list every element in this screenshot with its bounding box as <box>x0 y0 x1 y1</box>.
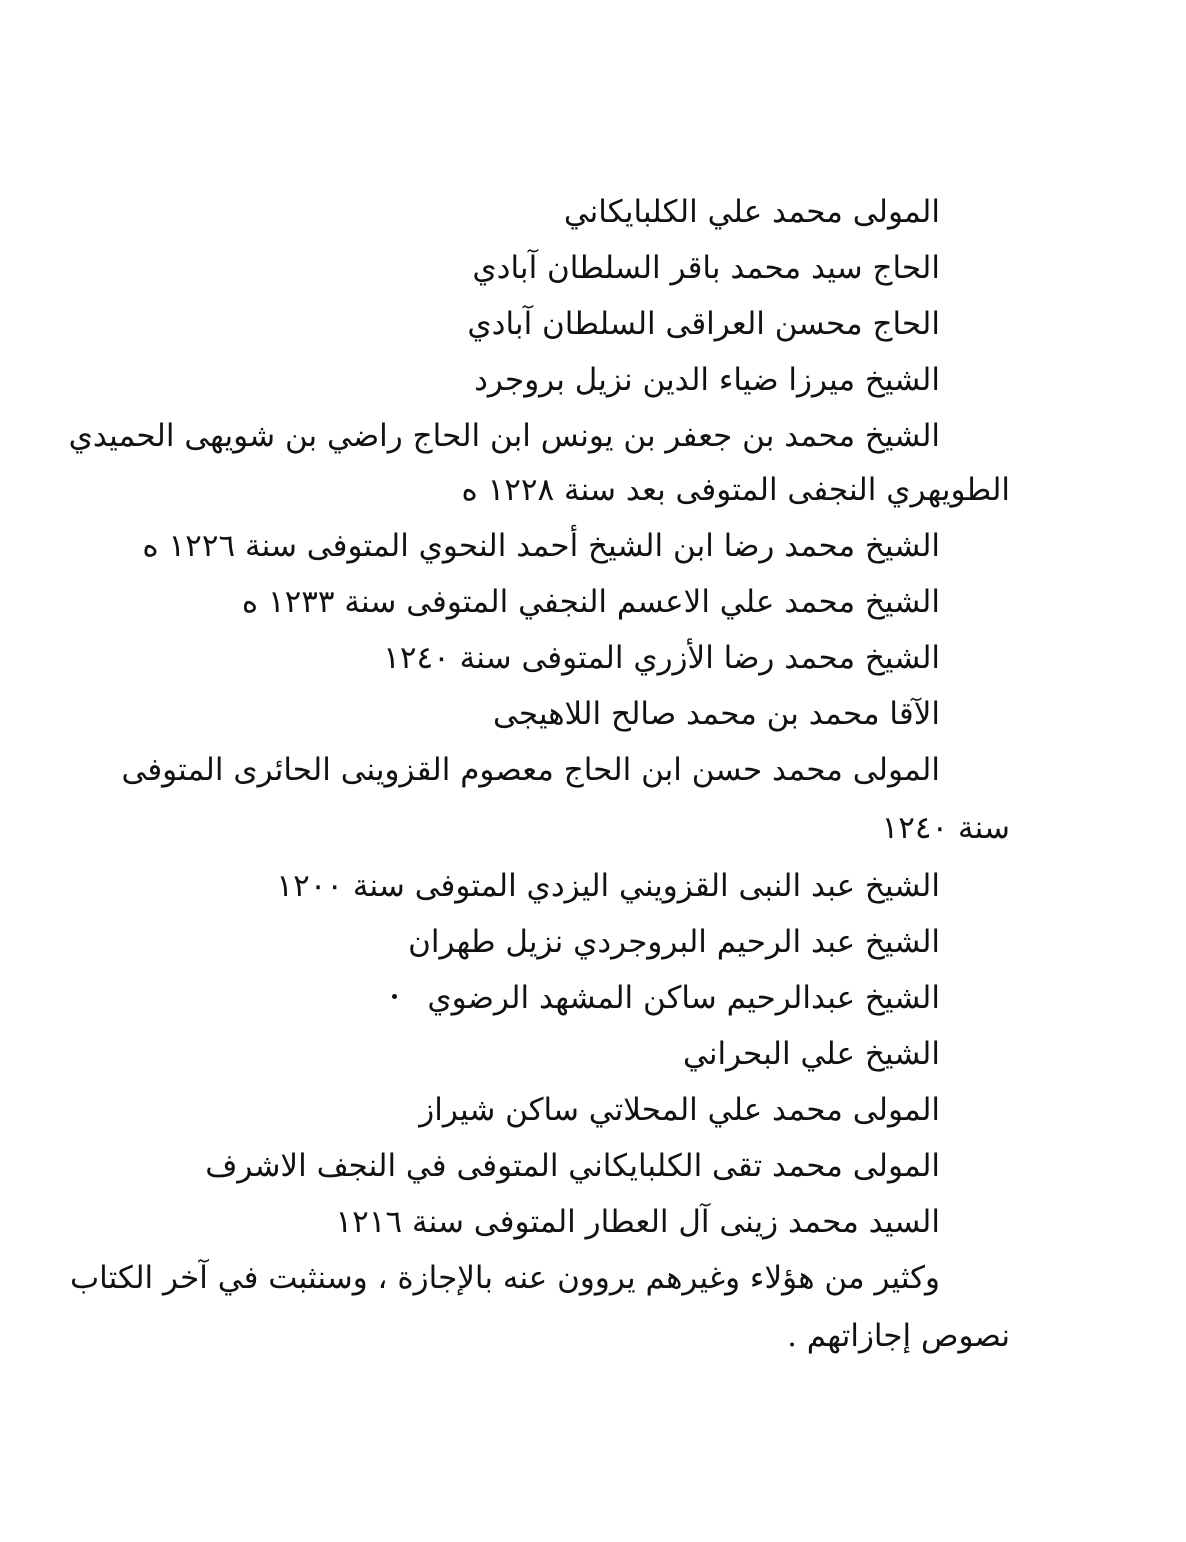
text-line-18: المولى محمد تقى الكلبايكاني المتوفى في النجف الاشرف <box>205 1148 940 1184</box>
text-line-5: الشيخ محمد بن جعفر بن يونس ابن الحاج راضي بن شويهى الحميدي <box>68 418 940 454</box>
text-line-3: الحاج محسن العراقى السلطان آبادي <box>467 306 940 342</box>
stray-dot-mark <box>392 994 397 999</box>
text-line-16: الشيخ علي البحراني <box>683 1036 940 1072</box>
text-line-12: سنة ١٢٤٠ <box>881 810 1010 846</box>
text-line-8: الشيخ محمد علي الاعسم النجفي المتوفى سنة ١٢٣٣ ه <box>241 584 940 620</box>
text-line-19: السيد محمد زينى آل العطار المتوفى سنة ١٢١٦ <box>335 1204 940 1240</box>
text-line-2: الحاج سيد محمد باقر السلطان آبادي <box>472 250 940 286</box>
text-line-17: المولى محمد علي المحلاتي ساكن شيراز <box>419 1092 940 1128</box>
text-line-13: الشيخ عبد النبى القزويني اليزدي المتوفى سنة ١٢٠٠ <box>276 868 940 904</box>
text-line-9: الشيخ محمد رضا الأزري المتوفى سنة ١٢٤٠ <box>383 640 940 676</box>
text-line-15: الشيخ عبدالرحيم ساكن المشهد الرضوي <box>427 980 940 1016</box>
text-line-14: الشيخ عبد الرحيم البروجردي نزيل طهران <box>408 924 940 960</box>
text-line-21: نصوص إجازاتهم . <box>787 1318 1010 1354</box>
text-line-1: المولى محمد علي الكلبايكاني <box>563 194 940 230</box>
text-line-20: وكثير من هؤلاء وغيرهم يروون عنه بالإجازة ، وسنثبت في آخر الكتاب <box>69 1260 940 1296</box>
text-line-4: الشيخ ميرزا ضياء الدين نزيل بروجرد <box>474 362 940 398</box>
text-line-7: الشيخ محمد رضا ابن الشيخ أحمد النحوي المتوفى سنة ١٢٢٦ ه <box>142 528 940 564</box>
text-line-6: الطويهري النجفى المتوفى بعد سنة ١٢٢٨ ه <box>461 472 1010 508</box>
text-line-11: المولى محمد حسن ابن الحاج معصوم القزوينى الحائرى المتوفى <box>121 752 940 788</box>
text-line-10: الآقا محمد بن محمد صالح اللاهيجى <box>492 696 940 732</box>
